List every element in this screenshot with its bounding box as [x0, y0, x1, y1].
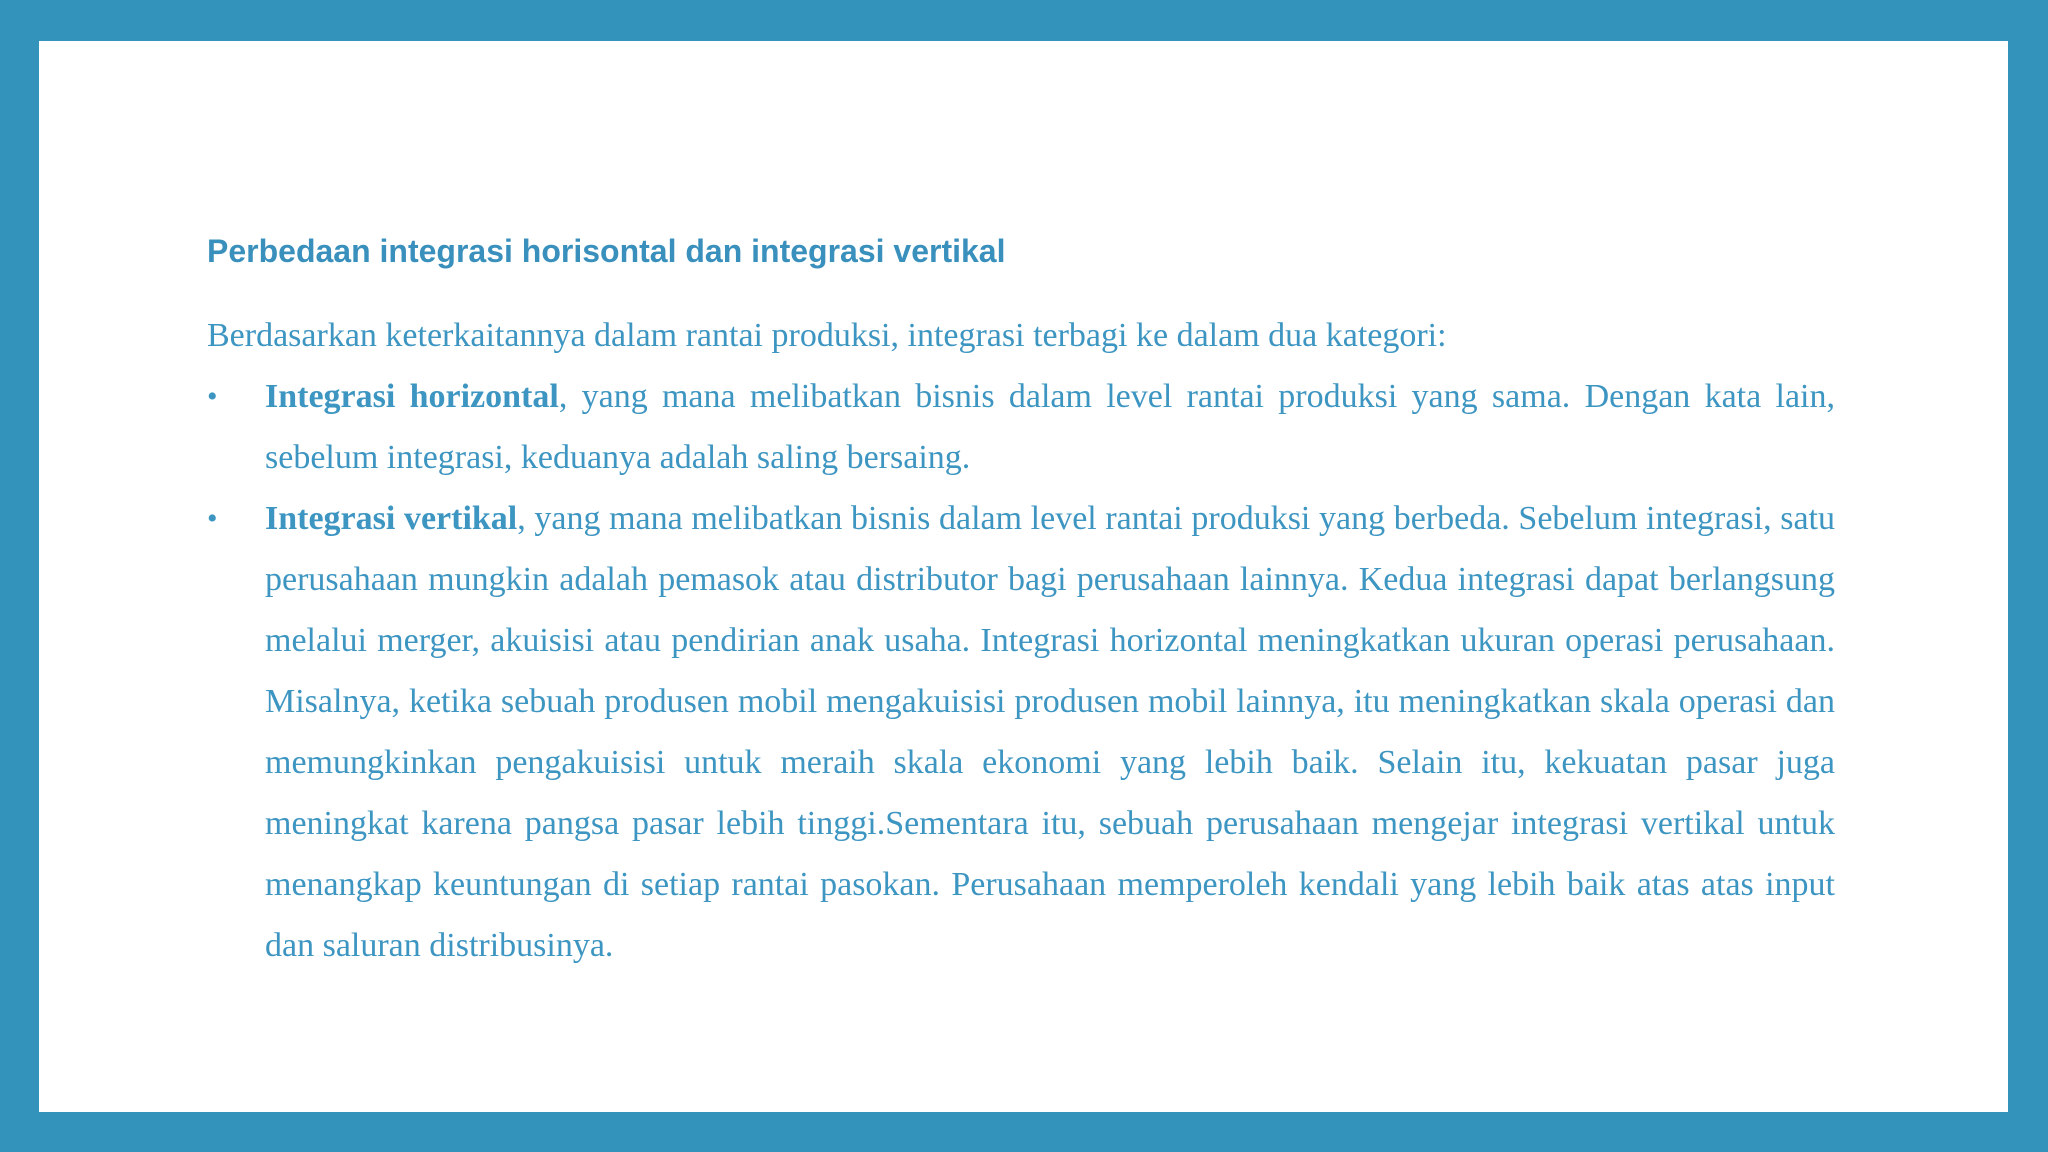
bullet-item-horizontal: [207, 366, 1835, 488]
bullet-list: [207, 366, 1835, 976]
slide-heading: Perbedaan integrasi horisontal dan integrasi vertikal: [207, 233, 1006, 269]
intro-paragraph: Berdasarkan keterkaitannya dalam rantai produksi, integrasi terbagi ke dalam dua kategori:: [207, 317, 1447, 354]
bullet-text: , yang mana melibatkan bisnis dalam level rantai produksi yang sama. Dengan kata lain, sebelum integrasi, keduanya adalah saling bersaing.: [265, 378, 1835, 476]
bullet-term: Integrasi horizontal: [265, 378, 559, 415]
bullet-icon: •: [207, 380, 218, 413]
bullet-icon: •: [207, 502, 218, 535]
slide-content: [207, 231, 1835, 976]
bullet-item-vertical: [207, 488, 1835, 976]
slide: [39, 41, 2008, 1112]
bullet-term: Integrasi vertikal: [265, 500, 518, 537]
bullet-text: , yang mana melibatkan bisnis dalam level rantai produksi yang berbeda. Sebelum integrasi, satu perusahaan mungkin adalah pemasok atau distributor bagi perusahaan lainnya. Kedua integrasi dapat berlangsung melalui merger, akuisisi atau pendirian anak usaha. Integrasi horizontal meningkatkan ukuran operasi perusahaan. Misalnya, ketika sebuah produsen mobil mengakuisisi produsen mobil lainnya, itu meningkatkan skala operasi dan memungkinkan pengakuisisi untuk meraih skala ekonomi yang lebih baik. Selain itu, kekuatan pasar juga meningkat karena pangsa pasar lebih tinggi.Sementara itu, sebuah perusahaan mengejar integrasi vertikal untuk menangkap keuntungan di setiap rantai pasokan. Perusahaan memperoleh kendali yang lebih baik atas atas input dan saluran distribusinya.: [265, 500, 1835, 964]
